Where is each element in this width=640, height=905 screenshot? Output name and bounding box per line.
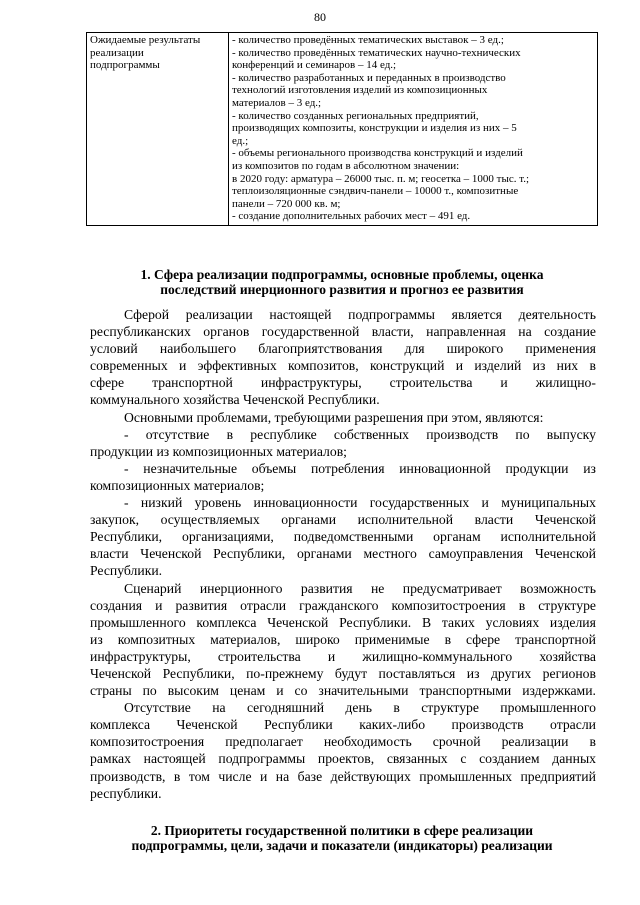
word: настоящей xyxy=(269,307,332,322)
word: условиях xyxy=(485,614,540,630)
word: гражданского xyxy=(299,597,379,613)
paragraph-line xyxy=(90,614,596,631)
word: развития xyxy=(300,580,353,596)
paragraph-line xyxy=(90,426,596,443)
word: является xyxy=(451,307,502,322)
word: день xyxy=(345,700,373,716)
word: ценам xyxy=(229,683,266,699)
word: и xyxy=(500,375,508,391)
word: создание xyxy=(544,324,596,340)
word: и xyxy=(327,648,336,664)
section-2-heading xyxy=(86,824,598,853)
paragraph-line xyxy=(90,323,596,340)
table-content-line: из композитов по годам в абсолютном значении: xyxy=(232,159,460,172)
paragraph-line xyxy=(90,511,596,528)
paragraph-line xyxy=(90,631,596,648)
word: числе xyxy=(218,768,252,784)
table-content-line: технологий изготовления изделий из композиционных xyxy=(232,84,488,97)
word: транспортными xyxy=(419,683,512,699)
paragraph-line xyxy=(90,306,596,323)
word: в xyxy=(444,631,452,647)
table-content-line: в 2020 году: арматура – 26000 тыс. п. м; геосетка – 1000 тыс. т.; xyxy=(232,172,530,185)
table-content-line: конференций и семинаров – 14 ед.; xyxy=(232,59,397,72)
word: со xyxy=(294,683,308,699)
paragraph-last-line: продукции из композиционных материалов; xyxy=(90,443,347,459)
word: данных xyxy=(552,751,596,767)
word: промышленного xyxy=(90,614,186,630)
word: настоящей xyxy=(143,751,206,767)
word: промышленного xyxy=(500,700,596,716)
body-paragraph xyxy=(90,460,596,494)
word: и xyxy=(155,597,163,613)
word: Республики xyxy=(264,717,333,733)
word: местного xyxy=(363,546,417,562)
word: Чеченской xyxy=(534,512,596,528)
word: и xyxy=(179,358,187,374)
table-label-line: Ожидаемые результаты xyxy=(90,34,201,46)
word: из xyxy=(90,631,103,647)
word: сегодняшний xyxy=(246,700,325,716)
word: жилищно-коммунального xyxy=(362,648,513,664)
word: базе xyxy=(297,768,323,784)
word: Сценарий xyxy=(124,580,182,596)
word: исполнительной xyxy=(357,512,454,528)
word: отсутствие xyxy=(145,426,210,442)
word: транспортной xyxy=(515,631,596,647)
word: созданием xyxy=(479,751,540,767)
paragraph-last-line: Республики. xyxy=(90,563,163,579)
word: комплекса xyxy=(196,614,257,630)
word: самоуправления xyxy=(428,546,524,562)
page-number: 80 xyxy=(314,10,326,24)
word: В xyxy=(421,614,432,630)
word: с xyxy=(460,751,467,767)
word: на xyxy=(212,700,226,716)
word: инфраструктуры, xyxy=(90,648,191,664)
word: закупок, xyxy=(90,512,140,528)
word: проектов, xyxy=(317,751,375,767)
table-content-line: ед.; xyxy=(232,134,249,147)
paragraph-last-line: республики. xyxy=(90,785,162,801)
word: отрасли xyxy=(550,717,596,733)
word: создания xyxy=(90,597,143,613)
table-row xyxy=(87,33,598,226)
paragraph-line xyxy=(90,768,596,785)
paragraph-line xyxy=(90,682,596,699)
word: по xyxy=(515,426,530,442)
word: незначительные xyxy=(143,460,238,476)
table-content-line: - количество созданных региональных предприятий, xyxy=(232,109,479,122)
word: композитостроения xyxy=(391,597,506,613)
word: Республики, xyxy=(213,546,286,562)
word: органам xyxy=(433,529,481,545)
heading-line: 1. Сфера реализации подпрограммы, основные проблемы, оценка xyxy=(140,267,544,282)
paragraph-line xyxy=(90,374,596,391)
paragraph-line xyxy=(90,733,596,750)
paragraph-line xyxy=(90,580,596,597)
word: по-прежнему xyxy=(246,665,324,681)
paragraph-line xyxy=(90,528,596,545)
word: применения xyxy=(525,341,596,357)
paragraph-line xyxy=(90,665,596,682)
table-label-cell xyxy=(87,33,229,226)
word: власти xyxy=(90,546,129,562)
word: Чеченской xyxy=(140,546,202,562)
table-content-line: материалов – 3 ед.; xyxy=(232,96,322,109)
paragraph-line xyxy=(90,699,596,716)
word: каких-либо xyxy=(359,717,426,733)
word: отрасли xyxy=(240,597,287,613)
word: Сферой xyxy=(124,307,170,322)
word: органов xyxy=(203,324,250,340)
word: власти, xyxy=(371,324,414,340)
word: выпуску xyxy=(546,426,596,442)
word: других xyxy=(490,665,532,681)
word: значительными xyxy=(318,683,409,699)
word: производств xyxy=(426,426,499,442)
word: Чеченской xyxy=(90,665,152,681)
word: собственных xyxy=(333,426,409,442)
word: органами xyxy=(296,546,352,562)
word: и xyxy=(276,683,284,699)
word: Отсутствие xyxy=(124,700,191,716)
word: изделия xyxy=(549,614,596,630)
word: в xyxy=(173,768,181,784)
word: них xyxy=(556,358,579,374)
word: производств, xyxy=(90,768,166,784)
word: из xyxy=(532,358,546,374)
word: в xyxy=(518,597,526,613)
heading-line: подпрограммы, цели, задачи и показатели (индикаторы) реализации xyxy=(131,837,553,853)
paragraph-line xyxy=(90,357,596,374)
word: Республики, xyxy=(90,529,163,545)
word: инфраструктуры, xyxy=(260,375,362,391)
word: развития xyxy=(175,597,228,613)
word: для xyxy=(404,341,425,357)
table-content-cell xyxy=(229,33,598,226)
paragraph-line xyxy=(90,545,596,562)
word: организациями, xyxy=(181,529,274,545)
section-1-heading xyxy=(86,268,598,297)
word: жилищно- xyxy=(535,375,596,391)
word: связанных xyxy=(386,751,448,767)
word: подпрограммы xyxy=(218,751,306,767)
word: направленная xyxy=(426,324,506,340)
word: государственной xyxy=(261,324,360,340)
word: будут xyxy=(334,665,368,681)
word: эффективных xyxy=(197,358,277,374)
word: широко xyxy=(295,631,340,647)
table-content-line: - количество проведённых тематических выставок – 3 ед.; xyxy=(232,34,504,46)
word: объемы xyxy=(251,460,297,476)
paragraph-line xyxy=(90,597,596,614)
word: - xyxy=(124,495,129,511)
word: Чеченской xyxy=(267,614,329,630)
word: таких xyxy=(441,614,475,630)
word: материалов, xyxy=(210,631,281,647)
word: в xyxy=(589,358,596,374)
word: из xyxy=(583,460,596,476)
word: строительства xyxy=(217,648,301,664)
word: уровень xyxy=(194,495,242,511)
expected-results-table xyxy=(86,32,598,226)
table-content-line: - количество проведённых тематических научно-технических xyxy=(232,46,521,59)
word: сфере xyxy=(90,375,125,391)
word: власти xyxy=(474,512,514,528)
word: республике xyxy=(250,426,317,442)
word: срочной xyxy=(432,734,481,750)
word: инновационной xyxy=(399,460,491,476)
table-content-line: производящих композиты, конструкции и изделия из них – 5 xyxy=(232,122,517,135)
word: в xyxy=(393,700,400,716)
word: структуре xyxy=(538,597,596,613)
body-paragraph xyxy=(90,409,596,426)
paragraph-line xyxy=(90,648,596,665)
paragraph-line xyxy=(90,460,596,477)
heading-line: 2. Приоритеты государственной политики в сфере реализации xyxy=(150,823,534,838)
word: высоким xyxy=(167,683,219,699)
word: и xyxy=(260,768,268,784)
section-1-body xyxy=(90,306,596,802)
heading-line: последствий инерционного развития и прогноз ее развития xyxy=(160,281,524,297)
word: изделий xyxy=(474,358,522,374)
word: рамках xyxy=(90,751,131,767)
paragraph-last-line: композиционных материалов; xyxy=(90,477,265,493)
word: издержками. xyxy=(522,683,596,699)
word: предприятий xyxy=(520,768,596,784)
word: Республики, xyxy=(162,665,235,681)
word: низкий xyxy=(140,495,183,511)
word: регионов xyxy=(542,665,596,681)
word: комплекса xyxy=(90,717,151,733)
word: возможность xyxy=(520,580,596,596)
word: поставляться xyxy=(378,665,456,681)
word: строительства xyxy=(389,375,473,391)
word: наибольшего xyxy=(159,341,237,357)
paragraph-line xyxy=(90,716,596,733)
word: реализации xyxy=(501,734,569,750)
word: Республики. xyxy=(339,614,412,630)
word: предполагает xyxy=(225,734,303,750)
word: структуре xyxy=(421,700,479,716)
paragraph-last-line: коммунального хозяйства Чеченской Республики. xyxy=(90,392,380,408)
table-content-line: - создание дополнительных рабочих мест – 491 ед. xyxy=(232,210,471,223)
word: - xyxy=(124,426,129,442)
word: подпрограммы xyxy=(348,307,435,322)
word: сфере xyxy=(466,631,501,647)
word: современных xyxy=(90,358,168,374)
word: Чеченской xyxy=(176,717,238,733)
word: - xyxy=(124,460,129,476)
body-paragraph xyxy=(90,699,596,802)
body-paragraph xyxy=(90,580,596,700)
word: композитных xyxy=(117,631,196,647)
paragraph-line xyxy=(90,494,596,511)
word: в xyxy=(226,426,234,442)
word: хозяйства xyxy=(539,648,596,664)
paragraph-last-line: Основными проблемами, требующими разрешения при этом, являются: xyxy=(124,409,544,425)
word: не xyxy=(370,580,385,596)
table-label-line: подпрограммы xyxy=(90,59,160,72)
body-paragraph xyxy=(90,426,596,460)
table-content-line: теплоизоляционные сэндвич-панели – 10000 т., композитные xyxy=(232,185,519,198)
word: и xyxy=(455,358,464,374)
word: исполнительной xyxy=(500,529,596,545)
word: республиканских xyxy=(90,324,191,340)
word: органами xyxy=(281,512,337,528)
word: необходимость xyxy=(323,734,412,750)
word: условий xyxy=(90,341,138,357)
word: в xyxy=(589,734,596,750)
word: Чеченской xyxy=(534,546,596,562)
table-label-line: реализации xyxy=(90,46,144,59)
word: широкого xyxy=(446,341,504,357)
word: на xyxy=(275,768,290,784)
table-content-line: - объемы регионального производства конструкций и изделий xyxy=(232,147,523,160)
body-paragraph xyxy=(90,306,596,409)
word: действующих xyxy=(330,768,411,784)
word: потребления xyxy=(310,460,385,476)
word: благоприятствования xyxy=(258,341,383,357)
word: том xyxy=(188,768,210,784)
word: государственных xyxy=(369,495,470,511)
word: применимые xyxy=(354,631,430,647)
word: композитов, xyxy=(288,358,359,374)
word: деятельность xyxy=(518,307,596,322)
word: транспортной xyxy=(152,375,233,391)
word: композитостроения xyxy=(90,734,205,750)
word: подведомственными xyxy=(293,529,414,545)
paragraph-line xyxy=(90,340,596,357)
word: муниципальных xyxy=(501,495,596,511)
word: страны xyxy=(90,683,132,699)
word: и xyxy=(481,495,489,511)
word: на xyxy=(518,324,532,340)
word: реализации xyxy=(185,307,253,322)
word: конструкций xyxy=(369,358,445,374)
word: инновационности xyxy=(253,495,358,511)
word: из xyxy=(466,665,480,681)
table-content-line: панели – 720 000 кв. м; xyxy=(232,197,341,210)
word: инерционного xyxy=(199,580,283,596)
word: производств xyxy=(451,717,524,733)
word: по xyxy=(142,683,157,699)
table-content-line: - количество разработанных и переданных в производство xyxy=(232,71,506,84)
word: предусматривает xyxy=(402,580,502,596)
body-paragraph xyxy=(90,494,596,579)
word: промышленных xyxy=(419,768,513,784)
word: осуществляемых xyxy=(160,512,260,528)
paragraph-line xyxy=(90,750,596,767)
word: продукции xyxy=(505,460,569,476)
